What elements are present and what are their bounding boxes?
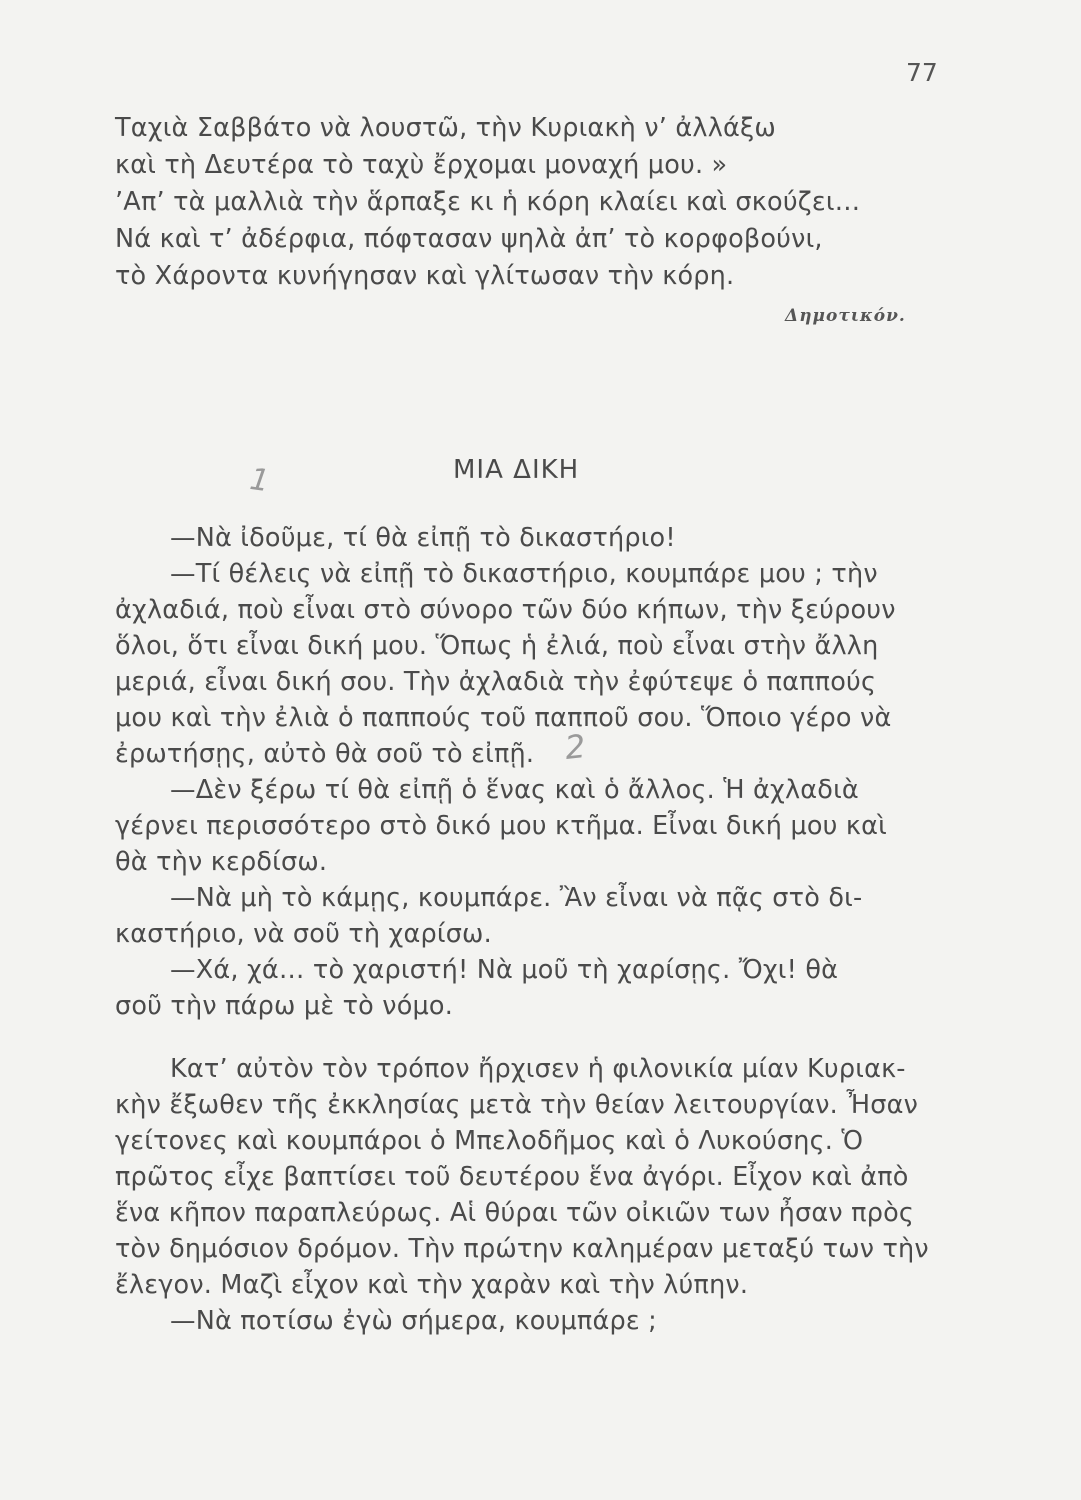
dialogue-line: —Νὰ μὴ τὸ κάμῃς, κουμπάρε. Ἂν εἶναι νὰ πᾷς στὸ δι- bbox=[170, 883, 863, 913]
text-line: καστήριο, νὰ σοῦ τὴ χαρίσω. bbox=[115, 919, 492, 949]
dialogue-line: —Δὲν ξέρω τί θὰ εἰπῇ ὁ ἕνας καὶ ὁ ἄλλος. Ἡ ἀχλαδιὰ bbox=[170, 775, 859, 805]
paragraph-line: Κατ’ αὐτὸν τὸν τρόπον ἤρχισεν ἡ φιλονικία μίαν Κυριακ- bbox=[170, 1054, 906, 1084]
poem-signature: Δημοτικόν. bbox=[785, 306, 906, 326]
text-line: μου καὶ τὴν ἐλιὰ ὁ παππούς τοῦ παπποῦ σου. Ὅποιο γέρο νὰ bbox=[115, 703, 892, 733]
dialogue-line: —Νὰ ἰδοῦμε, τί θὰ εἰπῇ τὸ δικαστήριο! bbox=[170, 523, 676, 553]
text-line: ἔλεγον. Μαζὶ εἶχον καὶ τὴν χαρὰν καὶ τὴν λύπην. bbox=[115, 1270, 749, 1300]
text-line: γέρνει περισσότερο στὸ δικό μου κτῆμα. Εἶναι δική μου καὶ bbox=[115, 811, 887, 841]
handwritten-mark: 2 bbox=[563, 727, 588, 767]
text-line: ἀχλαδιά, ποὺ εἶναι στὸ σύνορο τῶν δύο κήπων, τὴν ξεύρουν bbox=[115, 595, 896, 625]
text-line: θὰ τὴν κερδίσω. bbox=[115, 847, 328, 877]
poem-line: καὶ τὴ Δευτέρα τὸ ταχὺ ἔρχομαι μοναχή μου. » bbox=[115, 150, 728, 180]
handwritten-mark: 1 bbox=[247, 461, 272, 500]
text-line: τὸν δημόσιον δρόμον. Τὴν πρώτην καλημέραν μεταξύ των τὴν bbox=[115, 1234, 929, 1264]
dialogue-line: —Νὰ ποτίσω ἐγὼ σήμερα, κουμπάρε ; bbox=[170, 1306, 657, 1336]
text-line: γείτονες καὶ κουμπάροι ὁ Μπελοδῆμος καὶ ὁ Λυκούσης. Ὁ bbox=[115, 1126, 864, 1156]
text-line: σοῦ τὴν πάρω μὲ τὸ νόμο. bbox=[115, 991, 454, 1021]
dialogue-line: —Χά, χά… τὸ χαριστή! Νὰ μοῦ τὴ χαρίσῃς. Ὄχι! θὰ bbox=[170, 955, 839, 985]
page-number: 77 bbox=[906, 58, 938, 87]
poem-line: τὸ Χάροντα κυνήγησαν καὶ γλίτωσαν τὴν κόρη. bbox=[115, 261, 735, 291]
text-line: μεριά, εἶναι δική σου. Τὴν ἀχλαδιὰ τὴν ἐφύτεψε ὁ παππούς bbox=[115, 667, 877, 697]
text-line: κὴν ἔξωθεν τῆς ἐκκλησίας μετὰ τὴν θείαν λειτουργίαν. Ἦσαν bbox=[115, 1090, 919, 1120]
poem-line: ’Απ’ τὰ μαλλιὰ τὴν ἅρπαξε κι ἡ κόρη κλαίει καὶ σκούζει… bbox=[115, 187, 861, 217]
text-line: ὅλοι, ὅτι εἶναι δική μου. Ὅπως ἡ ἐλιά, ποὺ εἶναι στὴν ἄλλη bbox=[115, 631, 879, 661]
text-line: ἕνα κῆπον παραπλεύρως. Αἱ θύραι τῶν οἰκιῶν των ἦσαν πρὸς bbox=[115, 1198, 915, 1228]
text-line: πρῶτος εἶχε βαπτίσει τοῦ δευτέρου ἕνα ἀγόρι. Εἶχον καὶ ἀπὸ bbox=[115, 1162, 909, 1192]
story-title: ΜΙΑ ΔΙΚΗ bbox=[453, 455, 580, 485]
poem-line: Νά καὶ τ’ ἀδέρφια, πόφτασαν ψηλὰ ἀπ’ τὸ κορφοβούνι, bbox=[115, 224, 823, 254]
dialogue-line: —Τί θέλεις νὰ εἰπῇ τὸ δικαστήριο, κουμπάρε μου ; τὴν bbox=[170, 559, 878, 589]
poem-line: Ταχιὰ Σαββάτο νὰ λουστῶ, τὴν Κυριακὴ ν’ ἀλλάξω bbox=[115, 113, 776, 143]
text-line: ἐρωτήσῃς, αὐτὸ θὰ σοῦ τὸ εἰπῇ. bbox=[115, 739, 535, 769]
